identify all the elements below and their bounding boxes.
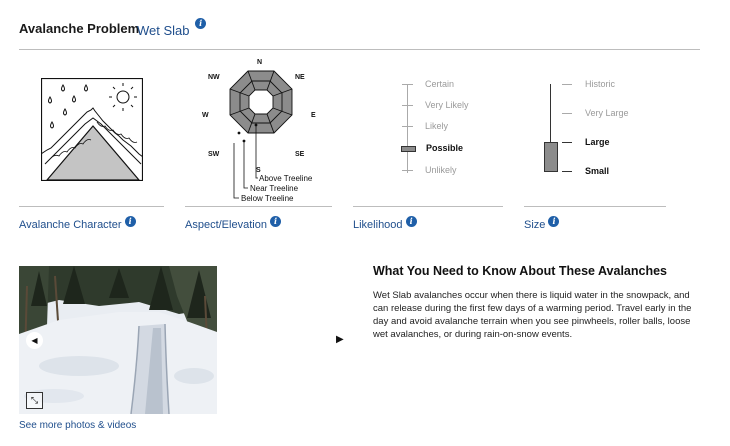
photo-next-button[interactable]: ▶ bbox=[336, 334, 344, 345]
likelihood-divider bbox=[353, 206, 503, 207]
avalanche-character-link[interactable] bbox=[19, 216, 136, 231]
direction-SE: SE bbox=[295, 151, 305, 158]
likelihood-level-selected: Possible bbox=[426, 143, 464, 153]
near-treeline-label: Near Treeline bbox=[250, 184, 299, 193]
avalanche-character-label: Avalanche Character bbox=[19, 219, 122, 231]
size-tick bbox=[562, 171, 572, 172]
page-title: Avalanche Problem bbox=[19, 21, 140, 36]
size-range-bar bbox=[544, 142, 558, 172]
below-treeline-label: Below Treeline bbox=[241, 194, 294, 203]
above-treeline-label: Above Treeline bbox=[259, 174, 313, 183]
likelihood-level: Unlikely bbox=[425, 165, 457, 175]
photo-prev-button[interactable]: ◀ bbox=[26, 332, 43, 349]
aspect-elevation-rose bbox=[198, 55, 328, 203]
size-tick bbox=[562, 113, 572, 114]
aspect-elevation-label: Aspect/Elevation bbox=[185, 219, 267, 231]
direction-N: N bbox=[257, 59, 263, 66]
header-divider bbox=[19, 49, 700, 50]
discussion-heading: What You Need to Know About These Avalanches bbox=[373, 264, 668, 278]
more-photos-link[interactable]: See more photos & videos bbox=[19, 420, 137, 431]
info-icon[interactable]: i bbox=[195, 18, 206, 29]
likelihood-tick bbox=[402, 84, 413, 85]
aspect-elevation-link[interactable] bbox=[185, 216, 281, 231]
avalanche-photo[interactable] bbox=[19, 266, 217, 414]
likelihood-tick bbox=[402, 170, 413, 171]
direction-E: E bbox=[311, 112, 316, 119]
size-tick bbox=[562, 84, 572, 85]
info-icon[interactable]: i bbox=[406, 216, 417, 227]
likelihood-level: Likely bbox=[425, 121, 449, 131]
direction-NE: NE bbox=[295, 74, 305, 81]
wet-slab-icon bbox=[41, 78, 143, 181]
likelihood-tick bbox=[402, 105, 413, 106]
problem-type-label: Wet Slab bbox=[137, 23, 190, 38]
direction-W: W bbox=[202, 112, 209, 119]
likelihood-link[interactable] bbox=[353, 216, 417, 231]
size-level: Very Large bbox=[585, 108, 629, 118]
aspect-divider bbox=[185, 206, 332, 207]
size-divider bbox=[524, 206, 666, 207]
direction-S: S bbox=[256, 167, 261, 174]
likelihood-level: Very Likely bbox=[425, 100, 469, 110]
size-level: Historic bbox=[585, 79, 616, 89]
character-divider bbox=[19, 206, 164, 207]
discussion-body: Wet Slab avalanches occur when there is liquid water in the snowpack, and can release during the first few days of a warming period. Travel early in the day and avoid avalanche terrain when you see pinwheels, roller balls, loose wet avalanches, or during rain-on-snow events. bbox=[373, 290, 692, 340]
info-icon[interactable]: i bbox=[270, 216, 281, 227]
size-link[interactable] bbox=[524, 216, 559, 231]
expand-icon[interactable]: ⤡ bbox=[26, 392, 43, 409]
size-level-selected: Large bbox=[585, 137, 610, 147]
likelihood-label: Likelihood bbox=[353, 219, 403, 231]
size-level-selected: Small bbox=[585, 166, 610, 176]
direction-SW: SW bbox=[208, 151, 220, 158]
size-tick bbox=[562, 142, 572, 143]
likelihood-marker bbox=[401, 146, 416, 152]
likelihood-level: Certain bbox=[425, 79, 455, 89]
size-label: Size bbox=[524, 219, 546, 231]
near-treeline-dot bbox=[238, 132, 241, 135]
rose-inner-ring[interactable] bbox=[249, 90, 273, 114]
likelihood-tick bbox=[402, 126, 413, 127]
info-icon[interactable]: i bbox=[548, 216, 559, 227]
direction-NW: NW bbox=[208, 74, 220, 81]
problem-type-link[interactable] bbox=[137, 18, 206, 38]
info-icon[interactable]: i bbox=[125, 216, 136, 227]
likelihood-scale-axis bbox=[407, 84, 408, 173]
